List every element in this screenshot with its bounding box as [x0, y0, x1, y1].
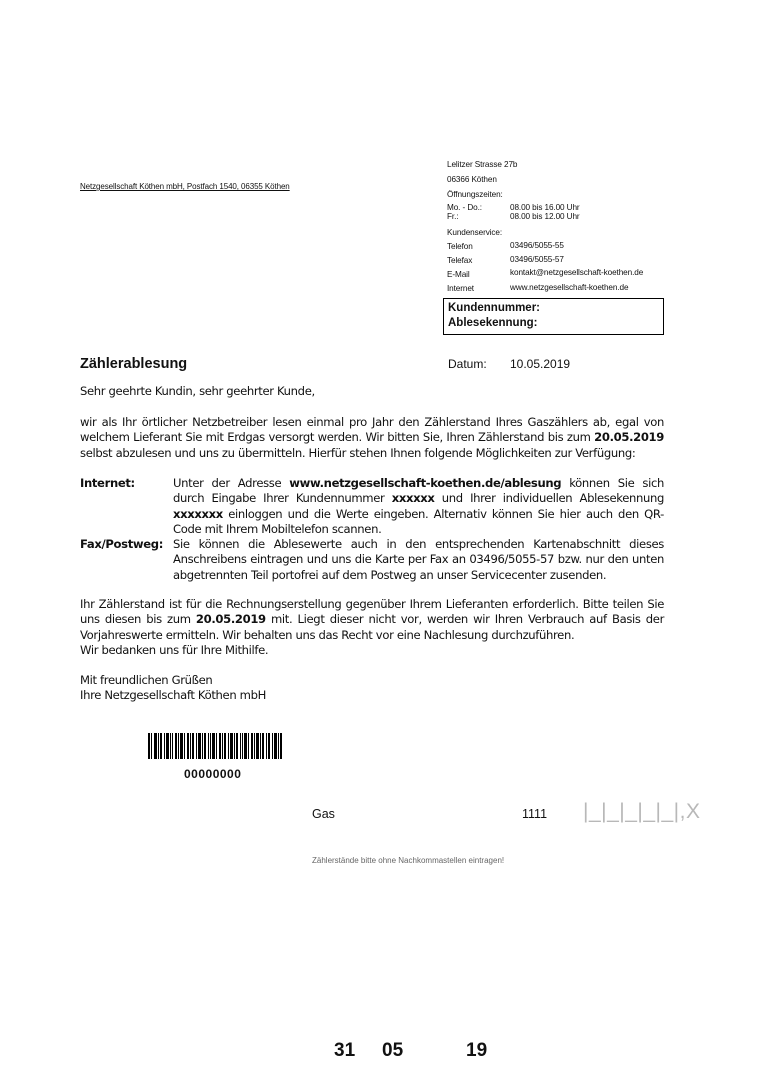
- regards-line: Mit freundlichen Grüßen: [80, 673, 213, 687]
- regards: [80, 673, 664, 704]
- hours-value: 08.00 bis 16.00 Uhr: [510, 203, 580, 212]
- customer-number-label: Kundennummer:: [448, 302, 540, 314]
- signature-line: Ihre Netzgesellschaft Köthen mbH: [80, 688, 266, 703]
- closing-text: mit. Liegt dieser nicht vor, werden wir Ihren Verbrauch auf Basis der Vorjahreswerte ermitteln. Wir behalten uns das Recht vor eine Nachlesung durchzuführen.: [80, 612, 664, 642]
- address-street: Lelitzer Strasse 27b: [447, 160, 518, 169]
- hours-label: Mo. - Do.:: [447, 203, 482, 212]
- internet-text: Unter der Adresse: [173, 476, 290, 490]
- internet-label: Internet:: [80, 476, 135, 490]
- reading-code-label: Ablesekennung:: [448, 317, 538, 329]
- contact-value: www.netzgesellschaft-koethen.de: [510, 283, 629, 292]
- internet-text: können Sie sich durch Eingabe Ihrer Kundennummer: [173, 476, 664, 506]
- contact-value: 03496/5055-57: [510, 255, 564, 264]
- date-value: 10.05.2019: [510, 357, 571, 371]
- reading-note: Zählerstände bitte ohne Nachkommastellen eintragen!: [312, 856, 505, 865]
- contact-label: Telefax: [447, 256, 473, 265]
- deadline: 20.05.2019: [195, 612, 266, 627]
- meter-medium: Gas: [312, 807, 335, 821]
- hours-label: Fr.:: [447, 212, 459, 221]
- sender-line: Netzgesellschaft Köthen mbH, Postfach 1540, 06355 Köthen: [80, 182, 290, 191]
- service-title: Kundenservice:: [447, 228, 503, 237]
- meter-reading-fields[interactable]: |_|_|_|_|_|,X: [583, 800, 701, 823]
- contact-label: E-Mail: [447, 270, 470, 279]
- hours-title: Öffnungszeiten:: [447, 190, 503, 199]
- intro-text: selbst abzulesen und uns zu übermitteln. Hierfür stehen Ihnen folgende Möglichkeiten zur Verfügung:: [80, 445, 636, 460]
- contact-value: 03496/5055-55: [510, 241, 564, 250]
- reading-code-placeholder: xxxxxxx: [173, 506, 223, 521]
- internet-description: [173, 476, 664, 537]
- closing-paragraph: [80, 597, 664, 658]
- thanks-text: Wir bedanken uns für Ihre Mithilfe.: [80, 642, 269, 657]
- footer-month: 05: [382, 1040, 404, 1061]
- barcode: [148, 733, 283, 759]
- internet-text: einloggen und die Werte eingeben. Alternativ können Sie hier auch den QR-Code mit Ihrem Mobiltelefon scannen.: [173, 506, 664, 536]
- footer-year: 19: [466, 1040, 488, 1061]
- contact-label: Telefon: [447, 242, 473, 251]
- internet-text: und Ihrer individuellen Ablesekennung: [434, 491, 664, 506]
- barcode-number: 00000000: [184, 767, 242, 781]
- contact-value: kontakt@netzgesellschaft-koethen.de: [510, 268, 644, 277]
- address-city: 06366 Köthen: [447, 175, 497, 184]
- deadline: 20.05.2019: [594, 430, 664, 445]
- date-label: Datum:: [448, 357, 487, 371]
- intro-text: wir als Ihr örtlicher Netzbetreiber lesen einmal pro Jahr den Zählerstand Ihres Gaszählers ab, egal von welchem Lieferant Sie mit Erdgas versorgt werden. Wir bitten Sie, Ihren Zählerstand bis zum: [80, 415, 664, 445]
- meter-number: 1111: [522, 807, 548, 821]
- customer-number-placeholder: xxxxxx: [391, 491, 435, 506]
- hours-value: 08.00 bis 12.00 Uhr: [510, 212, 580, 221]
- salutation: Sehr geehrte Kundin, sehr geehrter Kunde,: [80, 384, 315, 398]
- footer-day: 31: [334, 1040, 356, 1061]
- closing-text: Ihr Zählerstand ist für die Rechnungserstellung gegenüber Ihrem Lieferanten erforderlich. Bitte teilen Sie uns diesen bis zum: [80, 597, 664, 627]
- customer-info-box: [443, 298, 664, 335]
- intro-paragraph: [80, 415, 664, 461]
- fax-label: Fax/Postweg:: [80, 537, 163, 551]
- fax-description: Sie können die Ablesewerte auch in den entsprechenden Kartenabschnitt dieses Anschreibens eintragen und uns die Karte per Fax an 03496/5055-57 bzw. nur den unten abgetrennten Teil portofrei auf dem Postweg an unser Servicecenter zusenden.: [173, 537, 664, 582]
- reading-url: www.netzgesellschaft-koethen.de/ablesung: [289, 476, 562, 490]
- contact-label: Internet: [447, 284, 474, 293]
- letter-title: Zählerablesung: [80, 356, 188, 372]
